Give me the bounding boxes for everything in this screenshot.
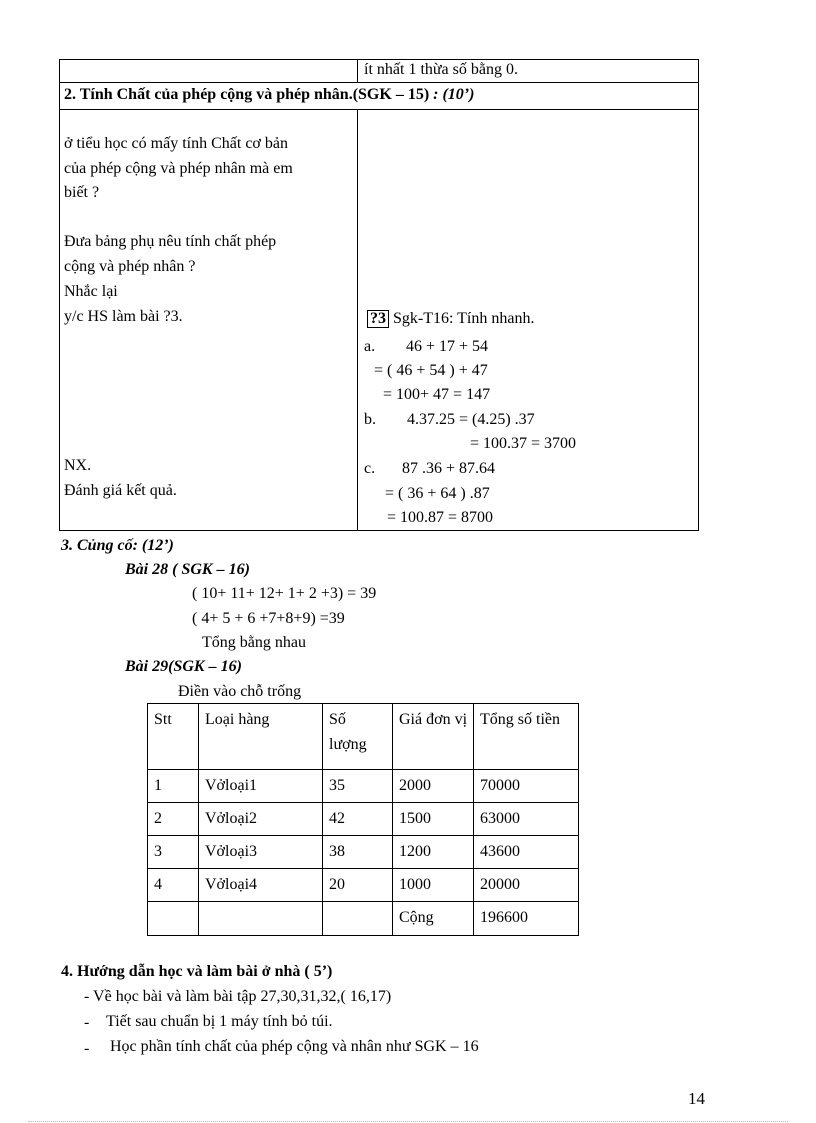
price-table	[147, 703, 579, 936]
answer-label: a.	[364, 338, 376, 355]
header-cell: Loại hàng	[199, 704, 323, 770]
table-cell	[323, 902, 393, 936]
exercise-line: Điền vào chỗ trống	[178, 683, 302, 700]
exercise-line: Tổng bằng nhau	[202, 634, 306, 651]
table-cell: Vởloại1	[199, 770, 323, 803]
table-row	[148, 869, 579, 902]
table-cell: Cộng	[393, 902, 474, 936]
table-border	[59, 59, 60, 531]
homework-item: - Về học bài và làm bài tập 27,30,31,32,( 16,17)	[84, 988, 392, 1005]
table-border	[698, 59, 699, 531]
exercise-line: ( 10+ 11+ 12+ 1+ 2 +3) = 39	[192, 585, 377, 602]
table-cell: Vởloại2	[199, 803, 323, 836]
table-cell	[199, 902, 323, 936]
answer-label: c.	[364, 460, 376, 477]
teacher-activity: Đánh giá kết quả.	[64, 482, 177, 499]
table-cell: 1500	[393, 803, 474, 836]
table-cell: 70000	[474, 770, 579, 803]
table-cell: 20	[323, 869, 393, 902]
homework-item: Tiết sau chuẩn bị 1 máy tính bỏ túi.	[106, 1013, 333, 1030]
table-cell: 43600	[474, 836, 579, 869]
table-border	[59, 109, 699, 110]
teacher-activity: NX.	[64, 457, 92, 474]
table-header-row	[148, 704, 579, 770]
bullet-dash: -	[84, 1014, 90, 1031]
footer-divider	[28, 1121, 788, 1122]
teacher-activity: y/c HS làm bài ?3.	[64, 308, 183, 325]
table-border	[357, 109, 358, 531]
table-cell: 196600	[474, 902, 579, 936]
table-row	[148, 803, 579, 836]
bullet-dash: -	[84, 1040, 90, 1057]
section-title: 3. Củng cố: (12’)	[61, 537, 174, 554]
table-cell: Vởloại3	[199, 836, 323, 869]
teacher-activity: Nhắc lại	[64, 283, 118, 300]
table-border	[59, 82, 699, 83]
question-icon: ?3	[367, 310, 389, 328]
table-cell: 4	[148, 869, 199, 902]
table-cell: 3	[148, 836, 199, 869]
answer-line: = 100.37 = 3700	[470, 435, 577, 452]
table-cell: 38	[323, 836, 393, 869]
table-cell: 42	[323, 803, 393, 836]
table-cell: 2000	[393, 770, 474, 803]
teacher-activity: Đưa bảng phụ nêu tính chất phép	[64, 233, 277, 250]
table-border	[357, 59, 358, 83]
table-cell: 1200	[393, 836, 474, 869]
homework-item: Học phần tính chất của phép cộng và nhân như SGK – 16	[110, 1038, 479, 1055]
table-row	[148, 836, 579, 869]
table-border	[59, 530, 699, 531]
teacher-question: của phép cộng và phép nhân mà em	[64, 160, 293, 177]
table-cell: 1	[148, 770, 199, 803]
exercise-title: Bài 29(SGK – 16)	[125, 658, 242, 675]
table-row	[148, 770, 579, 803]
cell-text: ít nhất 1 thừa số bằng 0.	[364, 61, 518, 78]
header-cell: Stt	[148, 704, 199, 770]
table-cell: 1000	[393, 869, 474, 902]
table-border	[59, 59, 699, 60]
exercise-line: ( 4+ 5 + 6 +7+8+9) =39	[192, 610, 345, 627]
page-number: 14	[688, 1089, 705, 1108]
exercise-title: Bài 28 ( SGK – 16)	[125, 561, 250, 578]
section-title: 2. Tính Chất của phép cộng và phép nhân.(SGK – 15) : (10’)	[64, 86, 475, 103]
answer-line: = 100+ 47 = 147	[383, 386, 491, 403]
answer-line: 87 .36 + 87.64	[402, 460, 496, 477]
answer-line: = ( 36 + 64 ) .87	[385, 485, 490, 502]
table-cell: Vởloại4	[199, 869, 323, 902]
section-title: 4. Hướng dẫn học và làm bài ở nhà ( 5’)	[61, 963, 333, 980]
teacher-activity: cộng và phép nhân ?	[64, 258, 196, 275]
table-cell: 2	[148, 803, 199, 836]
header-cell: Giá đơn vị	[393, 704, 474, 770]
table-cell: 63000	[474, 803, 579, 836]
teacher-question: ở tiểu học có mấy tính Chất cơ bản	[64, 135, 288, 152]
answer-line: = ( 46 + 54 ) + 47	[374, 362, 488, 379]
table-total-row	[148, 902, 579, 936]
answer-line: 4.37.25 = (4.25) .37	[407, 411, 535, 428]
exercise-header: ?3 Sgk-T16: Tính nhanh.	[367, 310, 534, 328]
header-cell: Số lượng	[323, 704, 393, 770]
table-cell	[148, 902, 199, 936]
table-cell: 20000	[474, 869, 579, 902]
table-cell: 35	[323, 770, 393, 803]
answer-line: = 100.87 = 8700	[387, 509, 494, 526]
teacher-question: biết ?	[64, 184, 100, 201]
answer-line: 46 + 17 + 54	[406, 338, 489, 355]
header-cell: Tổng số tiền	[474, 704, 579, 770]
answer-label: b.	[364, 411, 376, 428]
